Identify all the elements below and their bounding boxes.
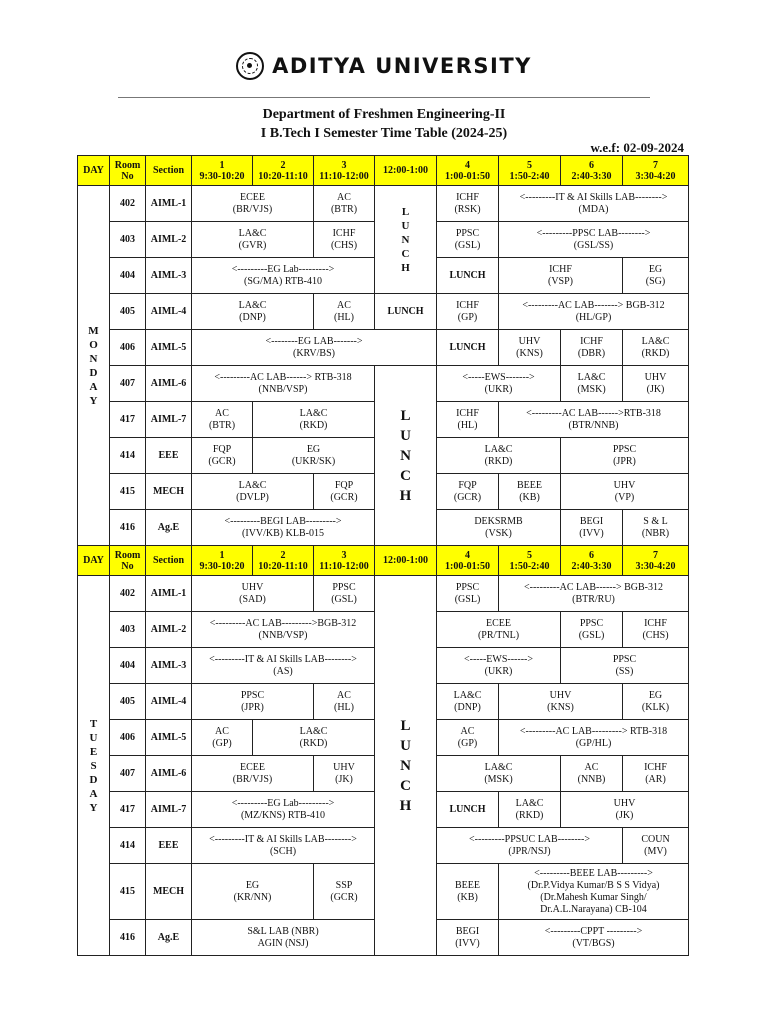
class-cell: BEEE (KB) bbox=[437, 864, 499, 920]
class-cell: LA&C (DNP) bbox=[437, 684, 499, 720]
effective-date: w.e.f: 02-09-2024 bbox=[590, 140, 684, 155]
class-cell: EG (KR/NN) bbox=[192, 864, 314, 920]
col-period-4: 4 1:00-01:50 bbox=[437, 156, 499, 186]
class-cell: <---------AC LAB---------> RTB-318 (GP/HL) bbox=[499, 720, 689, 756]
class-cell: LA&C (RKD) bbox=[437, 438, 561, 474]
class-cell: EG (KLK) bbox=[623, 684, 689, 720]
class-cell: PPSC (JPR) bbox=[192, 684, 314, 720]
class-cell: UHV (JK) bbox=[623, 366, 689, 402]
room-cell: 405 bbox=[110, 294, 146, 330]
col-period-5: 5 1:50-2:40 bbox=[499, 156, 561, 186]
section-cell: AIML-3 bbox=[146, 648, 192, 684]
class-cell: UHV (JK) bbox=[314, 756, 375, 792]
section-cell: MECH bbox=[146, 474, 192, 510]
col-room: Room No bbox=[110, 156, 146, 186]
class-cell: ECEE (BR/VJS) bbox=[192, 186, 314, 222]
class-cell: ICHF (CHS) bbox=[623, 612, 689, 648]
col-day: DAY bbox=[78, 156, 110, 186]
class-cell: ICHF (RSK) bbox=[437, 186, 499, 222]
section-cell: AIML-6 bbox=[146, 756, 192, 792]
col-lunch: 12:00-1:00 bbox=[375, 156, 437, 186]
class-cell: BEGI (IVV) bbox=[561, 510, 623, 546]
section-cell: AIML-6 bbox=[146, 366, 192, 402]
room-cell: 403 bbox=[110, 222, 146, 258]
room-cell: 405 bbox=[110, 684, 146, 720]
class-cell: LA&C (RKD) bbox=[499, 792, 561, 828]
room-cell: 415 bbox=[110, 474, 146, 510]
col-period-6: 6 2:40-3:30 bbox=[561, 156, 623, 186]
class-cell: PPSC (GSL) bbox=[561, 612, 623, 648]
room-cell: 416 bbox=[110, 510, 146, 546]
class-cell: PPSC (SS) bbox=[561, 648, 689, 684]
class-cell: LA&C (GVR) bbox=[192, 222, 314, 258]
class-cell: UHV (KNS) bbox=[499, 330, 561, 366]
class-cell: PPSC (GSL) bbox=[314, 576, 375, 612]
lunch-cell: LUNCH bbox=[437, 792, 499, 828]
section-cell: AIML-2 bbox=[146, 612, 192, 648]
room-cell: 415 bbox=[110, 864, 146, 920]
room-cell: 416 bbox=[110, 920, 146, 956]
room-cell: 417 bbox=[110, 792, 146, 828]
class-cell: AC (BTR) bbox=[192, 402, 253, 438]
section-cell: AIML-2 bbox=[146, 222, 192, 258]
class-cell: EG (UKR/SK) bbox=[253, 438, 375, 474]
section-cell: Ag.E bbox=[146, 510, 192, 546]
class-cell: AC (GP) bbox=[192, 720, 253, 756]
col-period-6: 6 2:40-3:30 bbox=[561, 546, 623, 576]
col-period-2: 2 10:20-11:10 bbox=[253, 156, 314, 186]
class-cell: <---------AC LAB------> RTB-318 (NNB/VSP) bbox=[192, 366, 375, 402]
class-cell: LA&C (RKD) bbox=[623, 330, 689, 366]
room-cell: 407 bbox=[110, 756, 146, 792]
class-cell: <---------EG Lab---------> (MZ/KNS) RTB-410 bbox=[192, 792, 375, 828]
class-cell: ICHF (DBR) bbox=[561, 330, 623, 366]
class-cell: UHV (JK) bbox=[561, 792, 689, 828]
class-cell: <---------EG Lab---------> (SG/MA) RTB-410 bbox=[192, 258, 375, 294]
room-cell: 402 bbox=[110, 186, 146, 222]
class-cell: <-----EWS------> (UKR) bbox=[437, 648, 561, 684]
col-period-4: 4 1:00-01:50 bbox=[437, 546, 499, 576]
class-cell: <---------AC LAB------>RTB-318 (BTR/NNB) bbox=[499, 402, 689, 438]
col-period-3: 3 11:10-12:00 bbox=[314, 156, 375, 186]
day-label-monday: M O N D A Y bbox=[78, 186, 110, 546]
class-cell: ICHF (CHS) bbox=[314, 222, 375, 258]
class-cell: SSP (GCR) bbox=[314, 864, 375, 920]
table-row bbox=[78, 186, 689, 222]
room-cell: 414 bbox=[110, 828, 146, 864]
class-cell: BEGI (IVV) bbox=[437, 920, 499, 956]
class-cell: LA&C (MSK) bbox=[437, 756, 561, 792]
class-cell: EG (SG) bbox=[623, 258, 689, 294]
class-cell: <---------AC LAB-------> BGB-312 (HL/GP) bbox=[499, 294, 689, 330]
col-period-5: 5 1:50-2:40 bbox=[499, 546, 561, 576]
section-cell: AIML-4 bbox=[146, 684, 192, 720]
class-cell: ICHF (AR) bbox=[623, 756, 689, 792]
room-cell: 403 bbox=[110, 612, 146, 648]
class-cell: <---------AC LAB------> BGB-312 (BTR/RU) bbox=[499, 576, 689, 612]
class-cell: <---------BEGI LAB---------> (IVV/KB) KLB-015 bbox=[192, 510, 375, 546]
table-row bbox=[78, 576, 689, 612]
class-cell: <---------IT & AI Skills LAB--------> (MDA) bbox=[499, 186, 689, 222]
class-cell: PPSC (GSL) bbox=[437, 576, 499, 612]
timetable bbox=[77, 155, 689, 956]
department-title: Department of Freshmen Engineering-II bbox=[262, 107, 506, 122]
col-period-2: 2 10:20-11:10 bbox=[253, 546, 314, 576]
col-period-7: 7 3:30-4:20 bbox=[623, 156, 689, 186]
section-cell: AIML-3 bbox=[146, 258, 192, 294]
col-room: Room No bbox=[110, 546, 146, 576]
class-cell: PPSC (GSL) bbox=[437, 222, 499, 258]
col-period-3: 3 11:10-12:00 bbox=[314, 546, 375, 576]
university-logo bbox=[0, 52, 768, 80]
class-cell: AC (HL) bbox=[314, 294, 375, 330]
class-cell: BEEE (KB) bbox=[499, 474, 561, 510]
section-cell: EEE bbox=[146, 438, 192, 474]
room-cell: 404 bbox=[110, 648, 146, 684]
section-cell: AIML-1 bbox=[146, 186, 192, 222]
class-cell: <---------PPSC LAB--------> (GSL/SS) bbox=[499, 222, 689, 258]
section-cell: MECH bbox=[146, 864, 192, 920]
col-lunch: 12:00-1:00 bbox=[375, 546, 437, 576]
class-cell: <---------IT & AI Skills LAB--------> (AS) bbox=[192, 648, 375, 684]
section-cell: AIML-5 bbox=[146, 720, 192, 756]
room-cell: 406 bbox=[110, 720, 146, 756]
lunch-cell-large: L U N C H bbox=[375, 366, 437, 546]
class-cell: UHV (VP) bbox=[561, 474, 689, 510]
section-cell: Ag.E bbox=[146, 920, 192, 956]
class-cell: ICHF (HL) bbox=[437, 402, 499, 438]
class-cell: UHV (SAD) bbox=[192, 576, 314, 612]
class-cell: DEKSRMB (VSK) bbox=[437, 510, 561, 546]
class-cell: LA&C (MSK) bbox=[561, 366, 623, 402]
university-seal-icon bbox=[236, 52, 264, 80]
section-cell: AIML-7 bbox=[146, 402, 192, 438]
class-cell: FQP (GCR) bbox=[192, 438, 253, 474]
class-cell: LA&C (RKD) bbox=[253, 402, 375, 438]
class-cell: <--------EG LAB-------> (KRV/BS) bbox=[192, 330, 437, 366]
col-period-1: 1 9:30-10:20 bbox=[192, 156, 253, 186]
class-cell: AC (BTR) bbox=[314, 186, 375, 222]
room-cell: 417 bbox=[110, 402, 146, 438]
header-row-monday bbox=[78, 156, 689, 186]
class-cell: ECEE (PR/TNL) bbox=[437, 612, 561, 648]
room-cell: 407 bbox=[110, 366, 146, 402]
semester-title: I B.Tech I Semester Time Table (2024-25) bbox=[260, 126, 508, 141]
lunch-cell-large: L U N C H bbox=[375, 576, 437, 956]
table-row bbox=[78, 330, 689, 366]
class-cell: <---------AC LAB--------->BGB-312 (NNB/VSP) bbox=[192, 612, 375, 648]
room-cell: 404 bbox=[110, 258, 146, 294]
section-cell: AIML-5 bbox=[146, 330, 192, 366]
class-cell: <-----EWS-------> (UKR) bbox=[437, 366, 561, 402]
col-period-7: 7 3:30-4:20 bbox=[623, 546, 689, 576]
class-cell: COUN (MV) bbox=[623, 828, 689, 864]
lunch-cell-small: L U N C H bbox=[375, 186, 437, 294]
class-cell: ECEE (BR/VJS) bbox=[192, 756, 314, 792]
class-cell: LA&C (DVLP) bbox=[192, 474, 314, 510]
section-cell: AIML-4 bbox=[146, 294, 192, 330]
section-cell: AIML-7 bbox=[146, 792, 192, 828]
university-name: ADITYA UNIVERSITY bbox=[272, 54, 532, 78]
class-cell: ICHF (VSP) bbox=[499, 258, 623, 294]
lunch-cell: LUNCH bbox=[375, 294, 437, 330]
header-row-tuesday bbox=[78, 546, 689, 576]
class-cell: AC (HL) bbox=[314, 684, 375, 720]
table-row bbox=[78, 294, 689, 330]
room-cell: 402 bbox=[110, 576, 146, 612]
class-cell: LA&C (DNP) bbox=[192, 294, 314, 330]
col-section: Section bbox=[146, 546, 192, 576]
lunch-cell: LUNCH bbox=[437, 330, 499, 366]
col-day: DAY bbox=[78, 546, 110, 576]
class-cell: AC (GP) bbox=[437, 720, 499, 756]
class-cell: ICHF (GP) bbox=[437, 294, 499, 330]
class-cell: <---------BEEE LAB---------> (Dr.P.Vidya Kumar/B S S Vidya) (Dr.Mahesh Kumar Singh/ Dr.A.L.Narayana) CB-104 bbox=[499, 864, 689, 920]
class-cell: LA&C (RKD) bbox=[253, 720, 375, 756]
class-cell: FQP (GCR) bbox=[437, 474, 499, 510]
class-cell: FQP (GCR) bbox=[314, 474, 375, 510]
section-cell: EEE bbox=[146, 828, 192, 864]
col-section: Section bbox=[146, 156, 192, 186]
table-row bbox=[78, 366, 689, 402]
col-period-1: 1 9:30-10:20 bbox=[192, 546, 253, 576]
class-cell: <---------PPSUC LAB--------> (JPR/NSJ) bbox=[437, 828, 623, 864]
class-cell: PPSC (JPR) bbox=[561, 438, 689, 474]
room-cell: 406 bbox=[110, 330, 146, 366]
class-cell: UHV (KNS) bbox=[499, 684, 623, 720]
class-cell: S & L (NBR) bbox=[623, 510, 689, 546]
section-cell: AIML-1 bbox=[146, 576, 192, 612]
day-label-tuesday: T U E S D A Y bbox=[78, 576, 110, 956]
room-cell: 414 bbox=[110, 438, 146, 474]
class-cell: <---------CPPT ---------> (VT/BGS) bbox=[499, 920, 689, 956]
class-cell: <---------IT & AI Skills LAB--------> (SCH) bbox=[192, 828, 375, 864]
header-rule bbox=[118, 97, 650, 98]
class-cell: S&L LAB (NBR) AGIN (NSJ) bbox=[192, 920, 375, 956]
class-cell: AC (NNB) bbox=[561, 756, 623, 792]
lunch-cell: LUNCH bbox=[437, 258, 499, 294]
